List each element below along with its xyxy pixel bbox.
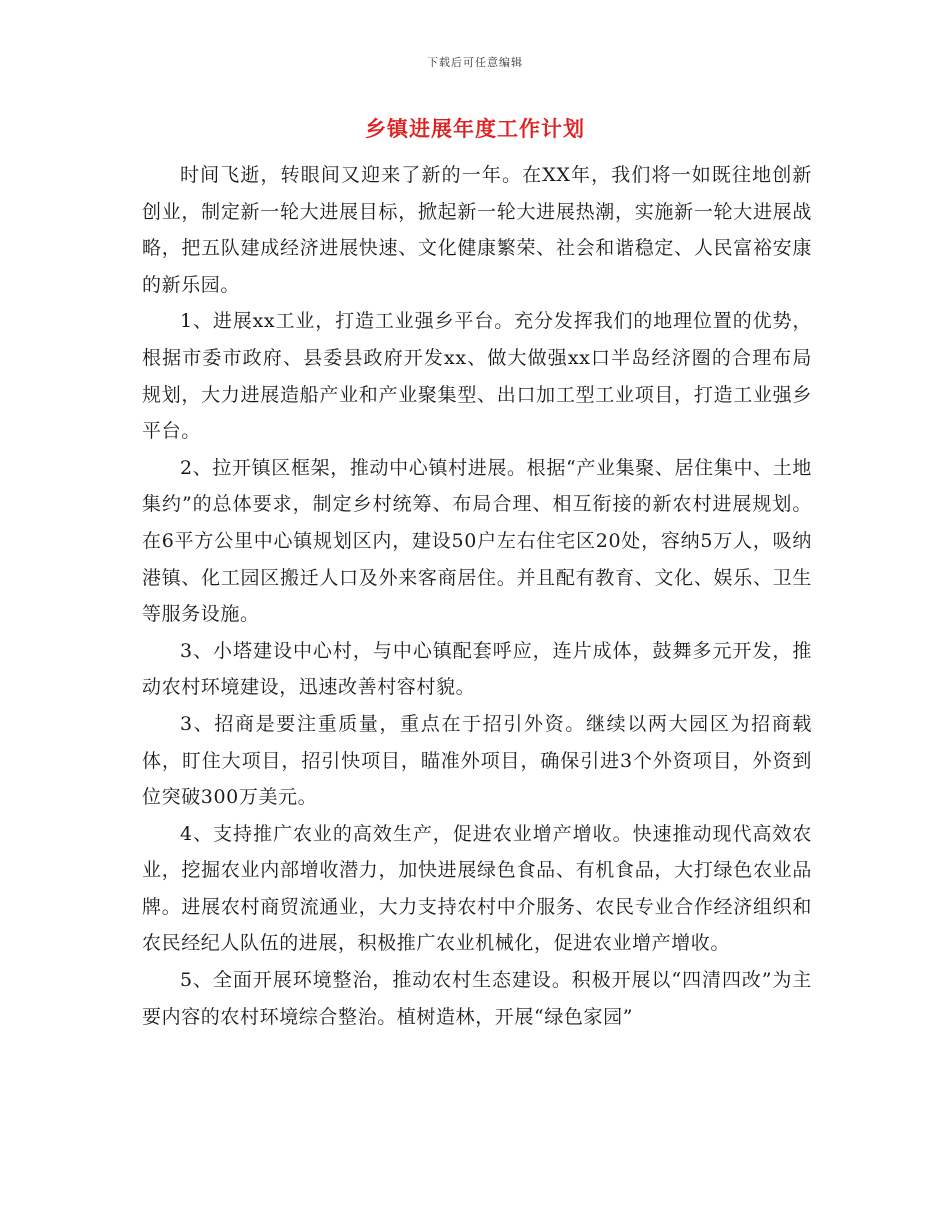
paragraph-intro: 时间飞逝，转眼间又迎来了新的一年。在XX年，我们将一如既往地创新创业，制定新一轮大进展目标，掀起新一轮大进展热潮，实施新一轮大进展战略，把五队建成经济进展快速、文化健康繁荣、社会和谐稳定、人民富裕安康的新乐园。 bbox=[142, 164, 812, 296]
document-title: 乡镇进展年度工作计划 bbox=[365, 116, 585, 141]
paragraph-environment: 5、全面开展环境整治，推动农村生态建设。积极开展以“四清四改”为主要内容的农村环境综合整治。植树造林，开展“绿色家园” bbox=[142, 969, 812, 1028]
paragraph-central-village: 3、小塔建设中心村，与中心镇配套呼应，连片成体，鼓舞多元开发，推动农村环境建设，迅速改善村容村貌。 bbox=[142, 639, 812, 699]
header-note: 下载后可任意编辑 bbox=[427, 56, 523, 69]
paragraph-industry: 1、进展xx工业，打造工业强乡平台。充分发挥我们的地理位置的优势，根据市委市政府、县委县政府开发xx、做大做强xx口半岛经济圈的合理布局规划，大力进展造船产业和产业聚集型、出口加工型工业项目，打造工业强乡平台。 bbox=[142, 310, 812, 443]
paragraph-investment: 3、招商是要注重质量，重点在于招引外资。继续以两大园区为招商载体，盯住大项目，招引快项目，瞄准外项目，确保引进3个外资项目，外资到位突破300万美元。 bbox=[142, 712, 812, 809]
document-body bbox=[142, 157, 812, 1035]
paragraph-town-framework: 2、拉开镇区框架，推动中心镇村进展。根据“产业集聚、居住集中、土地集约”的总体要求，制定乡村统筹、布局合理、相互衔接的新农村进展规划。在6平方公里中心镇规划区内，建设50户左右住宅区20处，容纳5万人，吸纳港镇、化工园区搬迁人口及外来客商居住。并且配有教育、文化、娱乐、卫生等服务设施。 bbox=[142, 456, 812, 626]
paragraph-agriculture: 4、支持推广农业的高效生产，促进农业增产增收。快速推动现代高效农业，挖掘农业内部增收潜力，加快进展绿色食品、有机食品，大打绿色农业品牌。进展农村商贸流通业，大力支持农村中介服务、农民专业合作经济组织和农民经纪人队伍的进展，积极推广农业机械化，促进农业增产增收。 bbox=[142, 822, 812, 955]
